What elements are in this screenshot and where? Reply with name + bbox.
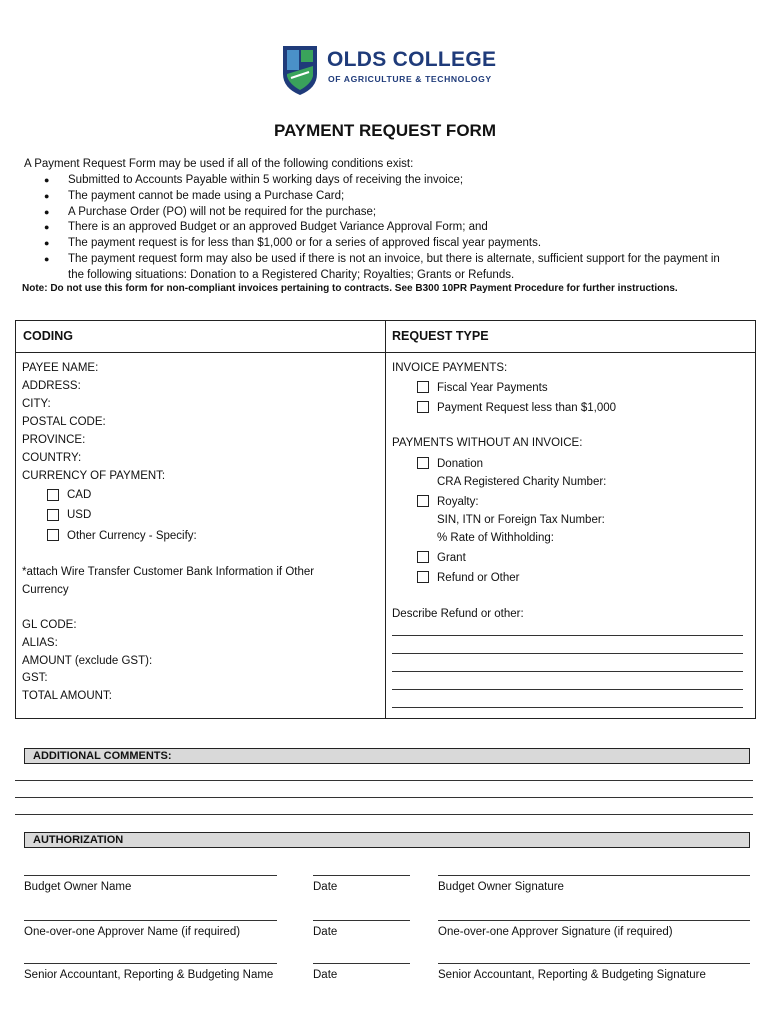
signature-line[interactable] bbox=[438, 920, 750, 921]
name-signature-line[interactable] bbox=[24, 875, 277, 876]
cra-number-field[interactable]: CRA Registered Charity Number: bbox=[437, 476, 607, 488]
city-field[interactable]: CITY: bbox=[22, 398, 51, 410]
comment-line[interactable] bbox=[15, 814, 753, 815]
under-1000-label: Payment Request less than $1,000 bbox=[437, 402, 617, 414]
address-field[interactable]: ADDRESS: bbox=[22, 380, 81, 392]
invoice-payments-label: INVOICE PAYMENTS: bbox=[392, 362, 508, 374]
fiscal-year-label: Fiscal Year Payments bbox=[437, 382, 548, 394]
condition-item: ● A Purchase Order (PO) will not be required for the purchase; bbox=[44, 205, 724, 221]
date-label: Date bbox=[313, 926, 338, 938]
grant-checkbox[interactable] bbox=[417, 551, 429, 563]
refund-checkbox[interactable] bbox=[417, 571, 429, 583]
describe-line[interactable] bbox=[392, 689, 743, 690]
condition-item: ● There is an approved Budget or an approved Budget Variance Approval Form; and bbox=[44, 220, 724, 236]
name-signature-line[interactable] bbox=[24, 920, 277, 921]
donation-checkbox[interactable] bbox=[417, 457, 429, 469]
authorization-bar bbox=[24, 832, 750, 848]
budget-owner-name-label: Budget Owner Name bbox=[24, 881, 132, 893]
province-field[interactable]: PROVINCE: bbox=[22, 434, 86, 446]
header-divider bbox=[16, 352, 756, 353]
comment-line[interactable] bbox=[15, 780, 753, 781]
total-amount-field[interactable]: TOTAL AMOUNT: bbox=[22, 690, 112, 702]
wire-transfer-note: *attach Wire Transfer Customer Bank Information if Other bbox=[22, 566, 315, 578]
other-currency-label: Other Currency - Specify: bbox=[67, 530, 197, 542]
conditions-list bbox=[44, 173, 724, 284]
comment-line[interactable] bbox=[15, 797, 753, 798]
date-label: Date bbox=[313, 881, 338, 893]
postal-code-field[interactable]: POSTAL CODE: bbox=[22, 416, 106, 428]
condition-item: ● The payment request is for less than $1,000 or for a series of approved fiscal year payments. bbox=[44, 236, 724, 252]
alias-field[interactable]: ALIAS: bbox=[22, 637, 58, 649]
royalty-checkbox[interactable] bbox=[417, 495, 429, 507]
condition-item: ● The payment request form may also be used if there is not an invoice, but there is alternate, sufficient support for the payment in the following situations: Donation to a Registered Charity; Royalties; Grants or Refunds. bbox=[44, 252, 724, 284]
name-signature-line[interactable] bbox=[24, 963, 277, 964]
describe-refund-label: Describe Refund or other: bbox=[392, 608, 524, 620]
without-invoice-label: PAYMENTS WITHOUT AN INVOICE: bbox=[392, 437, 583, 449]
college-logo bbox=[281, 44, 501, 96]
other-currency-checkbox[interactable] bbox=[47, 529, 59, 541]
country-field[interactable]: COUNTRY: bbox=[22, 452, 82, 464]
budget-owner-signature-label: Budget Owner Signature bbox=[438, 881, 564, 893]
usd-label: USD bbox=[67, 509, 92, 521]
condition-item: ● Submitted to Accounts Payable within 5 working days of receiving the invoice; bbox=[44, 173, 724, 189]
describe-line[interactable] bbox=[392, 671, 743, 672]
date-line[interactable] bbox=[313, 963, 410, 964]
senior-accountant-name-label: Senior Accountant, Reporting & Budgeting Name bbox=[24, 969, 274, 981]
wire-transfer-note-cont: Currency bbox=[22, 584, 69, 596]
form-title: PAYMENT REQUEST FORM bbox=[274, 121, 496, 140]
college-name: OLDS COLLEGE bbox=[327, 48, 497, 71]
date-line[interactable] bbox=[313, 920, 410, 921]
procedure-note: Note: Do not use this form for non-compliant invoices pertaining to contracts. See B300 10PR Payment Procedure for further instructions. bbox=[22, 283, 678, 294]
describe-line[interactable] bbox=[392, 653, 743, 654]
college-crest-icon bbox=[281, 44, 319, 96]
fiscal-year-checkbox[interactable] bbox=[417, 381, 429, 393]
amount-field[interactable]: AMOUNT (exclude GST): bbox=[22, 655, 153, 667]
currency-label: CURRENCY OF PAYMENT: bbox=[22, 470, 166, 482]
royalty-label: Royalty: bbox=[437, 496, 479, 508]
coding-header: CODING bbox=[23, 329, 73, 343]
withholding-field[interactable]: % Rate of Withholding: bbox=[437, 532, 554, 544]
sin-field[interactable]: SIN, ITN or Foreign Tax Number: bbox=[437, 514, 605, 526]
condition-item: ● The payment cannot be made using a Purchase Card; bbox=[44, 189, 724, 205]
cad-checkbox[interactable] bbox=[47, 489, 59, 501]
approver-signature-label: One-over-one Approver Signature (if required) bbox=[438, 926, 673, 938]
senior-accountant-signature-label: Senior Accountant, Reporting & Budgeting Signature bbox=[438, 969, 706, 981]
additional-comments-bar bbox=[24, 748, 750, 764]
gst-field[interactable]: GST: bbox=[22, 672, 48, 684]
donation-label: Donation bbox=[437, 458, 484, 470]
usd-checkbox[interactable] bbox=[47, 509, 59, 521]
signature-line[interactable] bbox=[438, 875, 750, 876]
request-type-header: REQUEST TYPE bbox=[392, 329, 489, 343]
cad-label: CAD bbox=[67, 489, 92, 501]
gl-code-field[interactable]: GL CODE: bbox=[22, 619, 77, 631]
authorization-header: AUTHORIZATION bbox=[33, 834, 124, 846]
describe-line[interactable] bbox=[392, 707, 743, 708]
additional-comments-header: ADDITIONAL COMMENTS: bbox=[33, 750, 172, 762]
date-label: Date bbox=[313, 969, 338, 981]
grant-label: Grant bbox=[437, 552, 466, 564]
intro-text: A Payment Request Form may be used if all of the following conditions exist: bbox=[24, 158, 414, 170]
refund-label: Refund or Other bbox=[437, 572, 520, 584]
approver-name-label: One-over-one Approver Name (if required) bbox=[24, 926, 241, 938]
column-divider bbox=[385, 321, 386, 719]
date-line[interactable] bbox=[313, 875, 410, 876]
college-subtitle: OF AGRICULTURE & TECHNOLOGY bbox=[328, 74, 492, 84]
under-1000-checkbox[interactable] bbox=[417, 401, 429, 413]
describe-line[interactable] bbox=[392, 635, 743, 636]
payee-name-field[interactable]: PAYEE NAME: bbox=[22, 362, 99, 374]
signature-line[interactable] bbox=[438, 963, 750, 964]
